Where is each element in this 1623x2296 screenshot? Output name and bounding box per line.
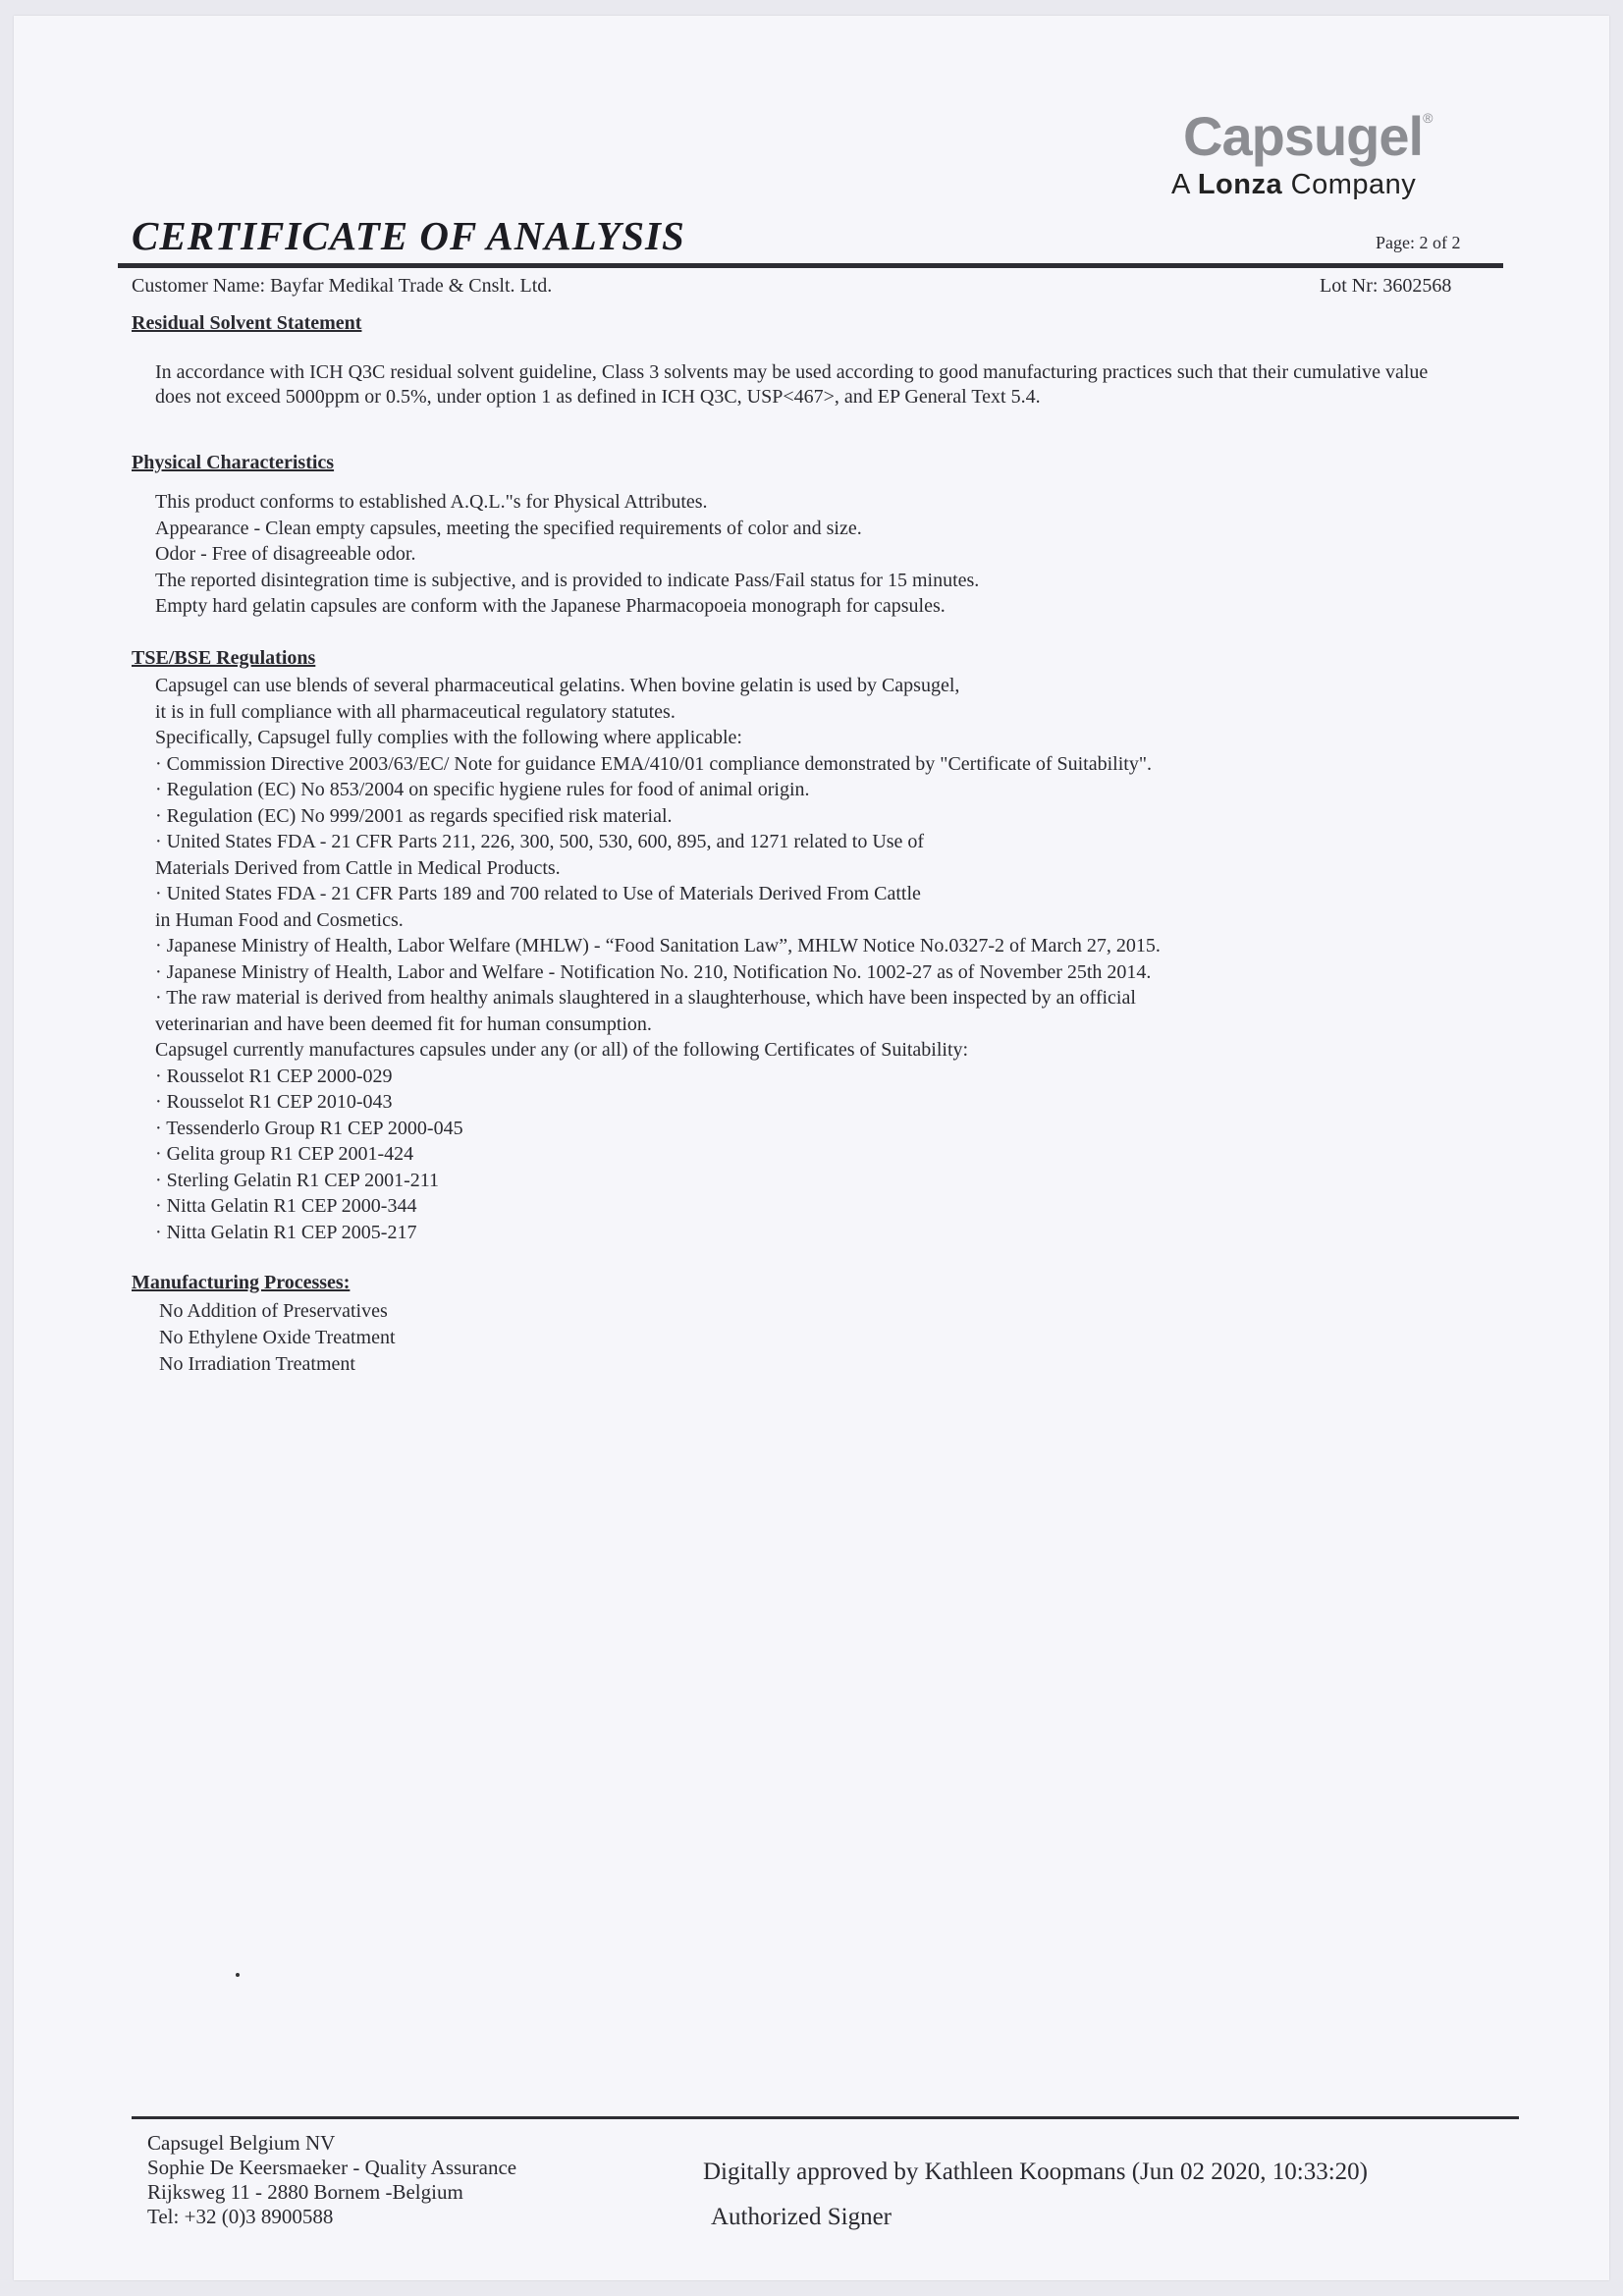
list-item: · Japanese Ministry of Health, Labor Welfare (MHLW) - “Food Sanitation Law”, MHLW Notice No.0327-2 of March 27, 2015. [155, 935, 1161, 957]
list-item: · Regulation (EC) No 853/2004 on specific hygiene rules for food of animal origin. [155, 779, 810, 800]
list-item: No Ethylene Oxide Treatment [159, 1327, 396, 1348]
manufacturing-processes-list [159, 1298, 396, 1378]
list-item: · The raw material is derived from healthy animals slaughtered in a slaughterhouse, which have been inspected by an official [155, 987, 1136, 1009]
residual-solvent-text: In accordance with ICH Q3C residual solvent guideline, Class 3 solvents may be used according to good manufacturing practices such that their cumulative value does not exceed 5000ppm or 0.5%, under option 1 as defined in ICH Q3C, USP<467>, and EP General Text 5.4. [155, 361, 1429, 408]
address-line: Rijksweg 11 - 2880 Bornem -Belgium [147, 2180, 463, 2204]
residual-solvent-heading: Residual Solvent Statement [132, 312, 362, 334]
physical-characteristics-list [155, 489, 979, 620]
list-item: · Gelita group R1 CEP 2001-424 [155, 1143, 414, 1165]
address-line: Sophie De Keersmaeker - Quality Assurance [147, 2156, 517, 2179]
list-item: · United States FDA - 21 CFR Parts 211, 226, 300, 500, 530, 600, 895, and 1271 related to Use of [155, 831, 925, 852]
list-item: Capsugel currently manufactures capsules under any (or all) of the following Certificates of Suitability: [155, 1039, 969, 1061]
list-item: veterinarian and have been deemed fit for human consumption. [155, 1012, 652, 1035]
list-item: · Nitta Gelatin R1 CEP 2005-217 [155, 1221, 417, 1243]
document-title: CERTIFICATE OF ANALYSIS [132, 213, 685, 258]
address-line: Capsugel Belgium NV [147, 2131, 336, 2155]
list-item: it is in full compliance with all pharmaceutical regulatory statutes. [155, 700, 676, 723]
capsugel-logo: Capsugel® [1183, 105, 1433, 167]
digital-approval: Digitally approved by Kathleen Koopmans (Jun 02 2020, 10:33:20) [703, 2159, 1368, 2185]
scan-speck [236, 1973, 240, 1977]
list-item: · Commission Directive 2003/63/EC/ Note for guidance EMA/410/01 compliance demonstrated by "Certificate of Suitability". [155, 752, 1153, 775]
list-item: in Human Food and Cosmetics. [155, 908, 404, 931]
physical-characteristics-heading: Physical Characteristics [132, 452, 335, 473]
tse-bse-heading: TSE/BSE Regulations [132, 647, 316, 669]
company-address [147, 2131, 516, 2229]
list-item: · Nitta Gelatin R1 CEP 2000-344 [155, 1195, 417, 1217]
lonza-company-tagline: A Lonza Company [1171, 169, 1417, 200]
manufacturing-processes-heading: Manufacturing Processes: [132, 1272, 351, 1293]
list-item: Empty hard gelatin capsules are conform with the Japanese Pharmacopoeia monograph for capsules. [155, 595, 946, 617]
list-item: Materials Derived from Cattle in Medical Products. [155, 856, 561, 879]
list-item: This product conforms to established A.Q.L."s for Physical Attributes. [155, 491, 708, 513]
list-item: Specifically, Capsugel fully complies with the following where applicable: [155, 727, 742, 748]
lot-number: Lot Nr: 3602568 [1320, 275, 1452, 297]
list-item: · Rousselot R1 CEP 2010-043 [155, 1091, 393, 1113]
list-item: No Addition of Preservatives [159, 1300, 388, 1322]
list-item: Capsugel can use blends of several pharmaceutical gelatins. When bovine gelatin is used by Capsugel, [155, 675, 960, 696]
list-item: No Irradiation Treatment [159, 1353, 355, 1375]
address-line: Tel: +32 (0)3 8900588 [147, 2205, 334, 2228]
footer-divider [132, 2116, 1519, 2119]
list-item: Odor - Free of disagreeable odor. [155, 543, 416, 565]
customer-name: Customer Name: Bayfar Medikal Trade & Cnslt. Ltd. [132, 275, 553, 297]
list-item: · United States FDA - 21 CFR Parts 189 and 700 related to Use of Materials Derived From Cattle [155, 883, 921, 904]
list-item: · Regulation (EC) No 999/2001 as regards specified risk material. [155, 804, 673, 827]
list-item: Appearance - Clean empty capsules, meeting the specified requirements of color and size. [155, 517, 862, 539]
list-item: · Sterling Gelatin R1 CEP 2001-211 [155, 1169, 440, 1191]
list-item: · Japanese Ministry of Health, Labor and Welfare - Notification No. 210, Notification No. 1002-27 as of November 25th 2014. [155, 960, 1152, 983]
tse-bse-list [155, 673, 1161, 1245]
header-divider [118, 263, 1503, 268]
authorized-signer: Authorized Signer [711, 2204, 892, 2230]
page-number: Page: 2 of 2 [1376, 233, 1461, 252]
list-item: · Tessenderlo Group R1 CEP 2000-045 [155, 1117, 463, 1139]
list-item: · Rousselot R1 CEP 2000-029 [155, 1065, 393, 1087]
list-item: The reported disintegration time is subjective, and is provided to indicate Pass/Fail status for 15 minutes. [155, 569, 980, 591]
